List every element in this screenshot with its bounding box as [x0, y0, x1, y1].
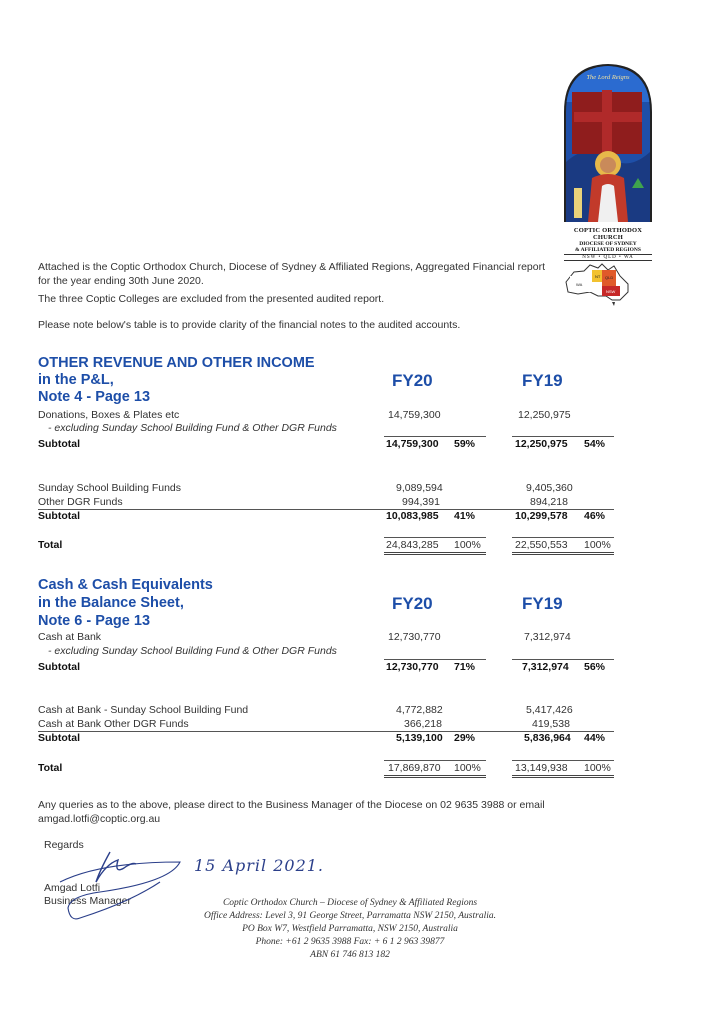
- s1-row2-label: Sunday School Building Funds: [38, 482, 182, 494]
- footer-line4: Phone: +61 2 9635 3988 Fax: + 6 1 2 963 39877: [255, 937, 445, 947]
- s2-total-fy20: 17,869,870: [388, 762, 441, 774]
- s1-total-fy20: 24,843,285: [386, 539, 439, 551]
- s2-col-fy19: FY19: [522, 594, 563, 613]
- intro-paragraph-2: The three Coptic Colleges are excluded from the presented audited report.: [38, 293, 385, 305]
- s1-row1-fy20: 14,759,300: [388, 409, 441, 421]
- handwritten-date: 15 April 2021.: [194, 856, 325, 875]
- s1-row1-note: - excluding Sunday School Building Fund & Other DGR Funds: [48, 422, 337, 434]
- s1-sub2-label: Subtotal: [38, 510, 80, 522]
- s1-rule-3b: [512, 537, 614, 538]
- s2-row1-fy19: 7,312,974: [524, 631, 571, 643]
- s2-total-dbl-b: [512, 775, 614, 778]
- s1-sub1-fy19: 12,250,975: [515, 438, 568, 450]
- intro-paragraph-3: Please note below's table is to provide clarity of the financial notes to the audited accounts.: [38, 319, 461, 331]
- queries-paragraph: Any queries as to the above, please direct to the Business Manager of the Diocese on 02 9635 3988 or email amgad.lotfi@coptic.org.au: [38, 799, 545, 825]
- s1-rule-3a: [384, 537, 486, 538]
- footer-line5: ABN 61 746 813 182: [310, 950, 390, 960]
- s1-row3-label: Other DGR Funds: [38, 496, 123, 508]
- s2-title-line1: Cash & Cash Equivalents: [38, 577, 213, 593]
- australia-map-icon: [562, 262, 636, 308]
- s2-col-fy20: FY20: [392, 594, 433, 613]
- signatory-name: Amgad Lotfi: [44, 882, 101, 894]
- s2-row2-fy20: 4,772,882: [396, 704, 443, 716]
- s2-title-line3: Note 6 - Page 13: [38, 613, 151, 629]
- s2-row2-fy19: 5,417,426: [526, 704, 573, 716]
- signature-icon: [40, 842, 190, 922]
- footer-line1: Coptic Orthodox Church – Diocese of Sydney & Affiliated Regions: [222, 898, 478, 908]
- s1-total-fy20-pct: 100%: [454, 539, 481, 551]
- map-label-wa: WA: [576, 282, 583, 287]
- s1-sub2-fy19-pct: 46%: [584, 510, 606, 522]
- s2-row1-note: - excluding Sunday School Building Fund & Other DGR Funds: [48, 645, 337, 657]
- logo-org-line4: NSW • QLD • WA: [564, 254, 652, 261]
- s2-sub1-fy20-pct: 71%: [454, 661, 476, 673]
- s1-total-fy19-pct: 100%: [584, 539, 611, 551]
- s2-total-label: Total: [38, 762, 63, 774]
- s1-title-line1: OTHER REVENUE AND OTHER INCOME: [38, 355, 315, 371]
- regards-text: Regards: [44, 839, 84, 851]
- s1-col-fy20: FY20: [392, 371, 433, 390]
- s2-row1-label: Cash at Bank: [38, 631, 102, 643]
- map-label-qld: QLD: [605, 275, 614, 280]
- s1-sub2-fy20-pct: 41%: [454, 510, 476, 522]
- s1-row3-fy20: 994,391: [402, 496, 440, 508]
- s2-total-fy19-pct: 100%: [584, 762, 611, 774]
- logo-org-line1: COPTIC ORTHODOX CHURCH: [573, 227, 643, 241]
- s2-rule-1a: [384, 659, 486, 660]
- s2-total-fy19: 13,149,938: [515, 762, 568, 774]
- footer-line2: Office Address: Level 3, 91 George Street, Parramatta NSW 2150, Australia.: [203, 911, 496, 921]
- s1-sub2-fy19: 10,299,578: [515, 510, 568, 522]
- s2-row1-fy20: 12,730,770: [388, 631, 441, 643]
- s2-sub1-fy19-pct: 56%: [584, 661, 606, 673]
- s1-row1-fy19: 12,250,975: [518, 409, 571, 421]
- s2-sub2-fy20-pct: 29%: [454, 732, 476, 744]
- s1-sub1-fy20: 14,759,300: [386, 438, 439, 450]
- s1-sub2-fy20: 10,083,985: [386, 510, 439, 522]
- s2-total-fy20-pct: 100%: [454, 762, 481, 774]
- diocese-logo: [558, 62, 658, 258]
- s1-col-fy19: FY19: [522, 371, 563, 390]
- footer-line3: PO Box W7, Westfield Parramatta, NSW 2150, Australia: [242, 924, 458, 934]
- s2-sub1-label: Subtotal: [38, 661, 80, 673]
- s2-rule-3b: [512, 760, 614, 761]
- s1-sub1-fy20-pct: 59%: [454, 438, 476, 450]
- s2-title-line2: in the Balance Sheet,: [38, 595, 184, 611]
- s1-title-line3: Note 4 - Page 13: [38, 389, 151, 405]
- s1-row2-fy20: 9,089,594: [396, 482, 443, 494]
- logo-caption: The Lord Reigns: [586, 74, 630, 81]
- signatory-role: Business Manager: [44, 895, 131, 907]
- s1-row3-fy19: 894,218: [530, 496, 568, 508]
- logo-org-line3: & AFFILIATED REGIONS: [575, 247, 641, 253]
- s2-rule-1b: [512, 659, 614, 660]
- s2-row2-label: Cash at Bank - Sunday School Building Fund: [38, 704, 249, 716]
- s2-sub2-fy19-pct: 44%: [584, 732, 606, 744]
- s1-total-label: Total: [38, 539, 63, 551]
- logo-org-line2: DIOCESE OF SYDNEY: [579, 241, 637, 247]
- s2-total-dbl-a: [384, 775, 486, 778]
- map-label-nsw: NSW: [606, 289, 616, 294]
- s2-row3-fy20: 366,218: [404, 718, 442, 730]
- stained-glass-icon: [558, 62, 658, 222]
- s2-row3-label: Cash at Bank Other DGR Funds: [38, 718, 189, 730]
- s2-sub2-label: Subtotal: [38, 732, 80, 744]
- s1-total-fy19: 22,550,553: [515, 539, 568, 551]
- s1-total-dbl-b: [512, 552, 614, 555]
- intro-paragraph-1: Attached is the Coptic Orthodox Church, Diocese of Sydney & Affiliated Regions, Aggregated Financial report for the year ending 30th June 2020.: [38, 261, 546, 287]
- s1-rule-1b: [512, 436, 614, 437]
- s2-row3-fy19: 419,538: [532, 718, 570, 730]
- s2-sub1-fy19: 7,312,974: [522, 661, 569, 673]
- footer: [170, 897, 530, 962]
- map-label-nt: NT: [595, 274, 601, 279]
- s1-rule-1a: [384, 436, 486, 437]
- s2-sub2-fy19: 5,836,964: [524, 732, 571, 744]
- s1-row1-label: Donations, Boxes & Plates etc: [38, 409, 180, 421]
- s1-total-dbl-a: [384, 552, 486, 555]
- s1-sub1-label: Subtotal: [38, 438, 80, 450]
- s2-rule-3a: [384, 760, 486, 761]
- s1-row2-fy19: 9,405,360: [526, 482, 573, 494]
- s1-sub1-fy19-pct: 54%: [584, 438, 606, 450]
- s1-title-line2: in the P&L,: [38, 372, 114, 388]
- s2-sub2-fy20: 5,139,100: [396, 732, 443, 744]
- s2-sub1-fy20: 12,730,770: [386, 661, 439, 673]
